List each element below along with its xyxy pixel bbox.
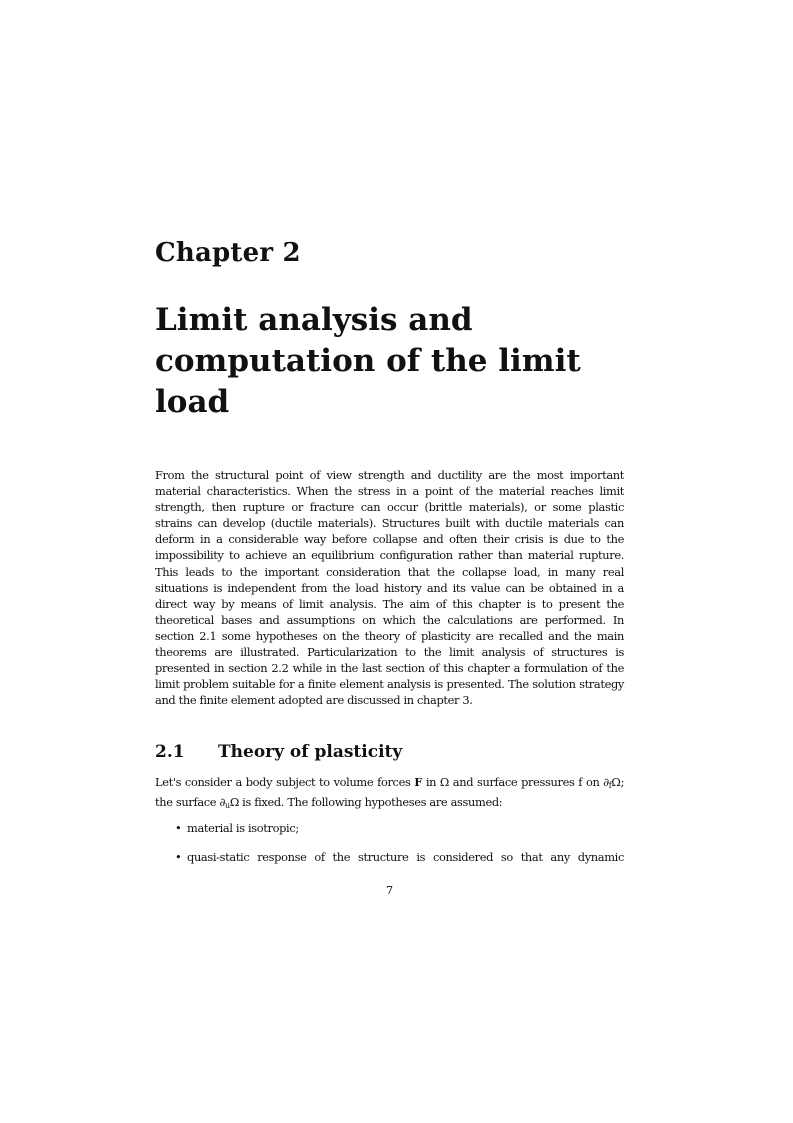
page-number: 7 — [385, 883, 394, 897]
intro-paragraph: From the structural point of view strength and ductility are the most important material characteristics. When the stress in a point of the material reaches limit strength, then rupture or fracture can occur (brittle materials), or some plastic strains can develop (ductile materials). Structures built with ductile materials can deform in a considerable way before collapse and often their crisis is due to the impossibility to achieve an equilibrium configuration rather than material rupture. This leads to the important consideration that the collapse load, in many real situations is independent from the load history and its value can be obtained in a direct way by means of limit analysis. The aim of this chapter is to present the theoretical bases and assumptions on which the calculations are performed. In section 2.1 some hypotheses on the theory of plasticity are recalled and the main theorems are illustrated. Particularization to the limit analysis of structures is presented in section 2.2 while in the last section of this chapter a formulation of the limit problem suitable for a finite element analysis is presented. The solution strategy and the finite element adopted are discussed in chapter 3. — [155, 468, 624, 708]
para-text-3: Ω; the surface ∂ — [155, 775, 624, 810]
list-item-text: material is isotropic; — [187, 821, 299, 835]
chapter-label: Chapter 2 — [155, 238, 301, 268]
section-title: Theory of plasticity — [218, 742, 403, 762]
subscript-f: f — [608, 781, 612, 790]
para-text-2: in Ω and surface pressures f on ∂ — [422, 775, 609, 789]
section-paragraph — [155, 774, 624, 814]
bullet-icon: • — [175, 850, 182, 865]
bullet-icon: • — [175, 821, 182, 835]
subscript-u: u — [225, 801, 230, 811]
para-text-1: Let's consider a body subject to volume forces — [155, 775, 415, 789]
para-text-4: Ω is fixed. The following hypotheses are assumed: — [229, 795, 503, 810]
section-number: 2.1 — [155, 742, 185, 762]
chapter-title: Limit analysis and computation of the limit load — [155, 302, 581, 420]
list-item — [155, 849, 624, 865]
force-symbol: F — [414, 775, 423, 789]
list-item-text: quasi-static response of the structure is considered so that any dynamic — [187, 850, 624, 865]
hypotheses-list — [155, 820, 624, 878]
list-item — [155, 820, 624, 836]
section-heading — [155, 742, 402, 762]
